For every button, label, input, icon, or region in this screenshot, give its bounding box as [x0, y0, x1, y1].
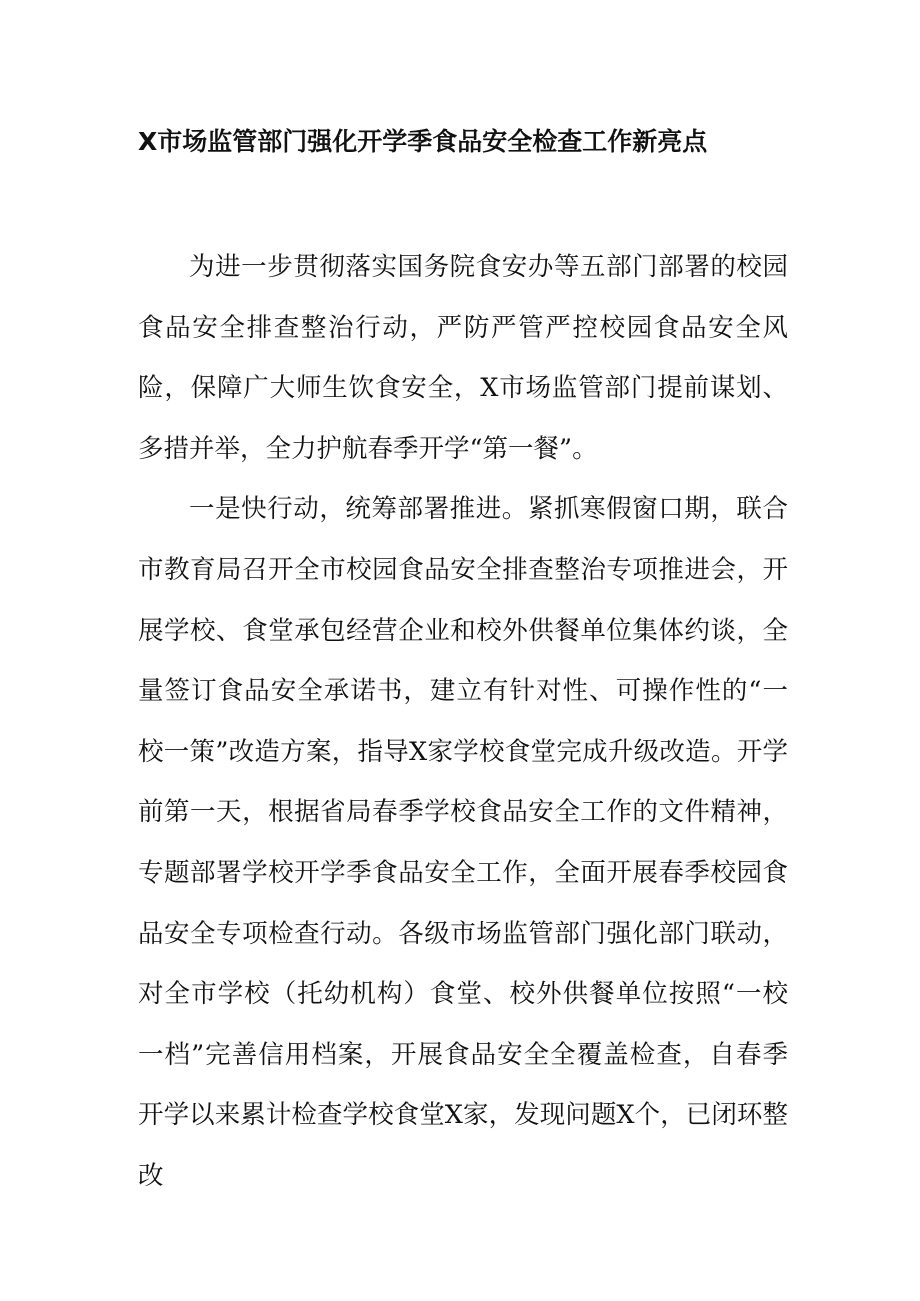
paragraph-quick-action: 一是快行动，统筹部署推进。紧抓寒假窗口期，联合市教育局召开全市校园食品安全排查整治专项推进会，开展学校、食堂承包经营企业和校外供餐单位集体约谈，全量签订食品安全承诺书，建立有针对性、可操作性的“一校一策”改造方案，指导X家学校食堂完成升级改造。开学前第一天，根据省局春季学校食品安全工作的文件精神，专题部署学校开学季食品安全工作，全面开展春季校园食品安全专项检查行动。各级市场监管部门强化部门联动，对全市学校（托幼机构）食堂、校外供餐单位按照“一校一档”完善信用档案，开展食品安全全覆盖检查，自春季开学以来累计检查学校食堂X家，发现问题X个，已闭环整改 — [138, 494, 788, 1191]
document-body — [138, 237, 788, 1207]
document-title: X市场监管部门强化开学季食品安全检查工作新亮点 — [138, 127, 708, 156]
paragraph-intro: 为进一步贯彻落实国务院食安办等五部门部署的校园食品安全排查整治行动，严防严管严控校园食品安全风险，保障广大师生饮食安全，X市场监管部门提前谋划、多措并举，全力护航春季开学“第一餐”。 — [138, 252, 788, 464]
